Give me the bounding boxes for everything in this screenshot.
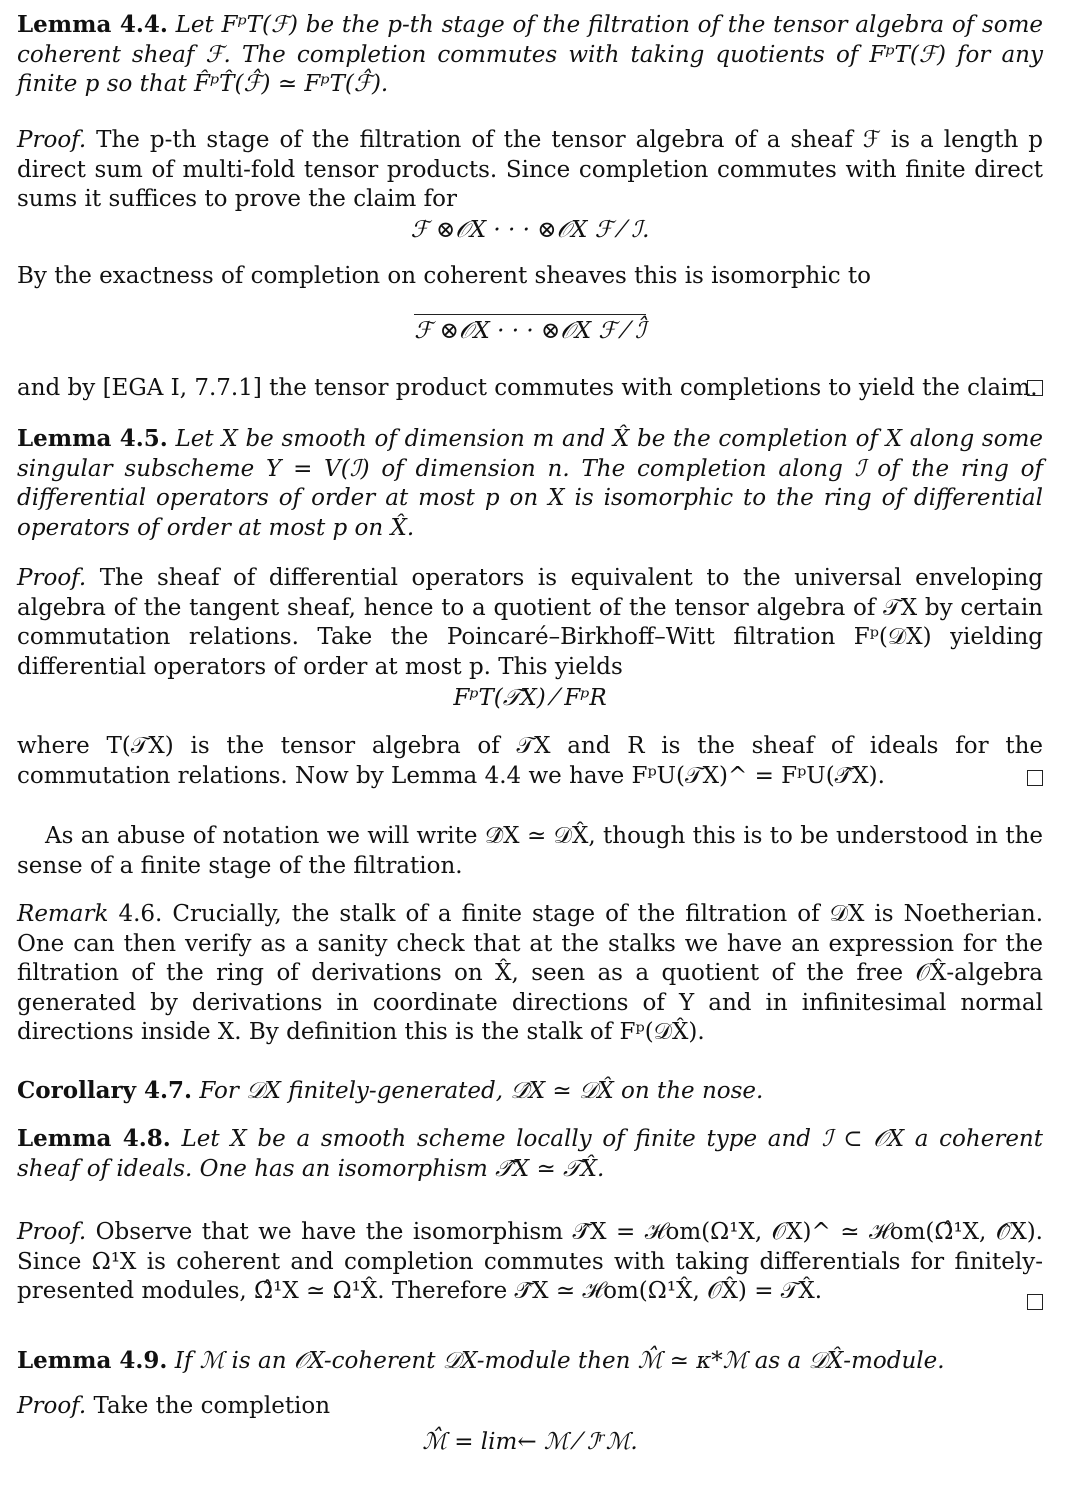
equation-text: FᵖT(𝒯X) ⁄ FᵖR xyxy=(453,685,607,711)
lemma-4-9-proof xyxy=(17,1392,1043,1422)
lemma-4-4-heading: Lemma 4.4. xyxy=(17,11,168,38)
lemma-4-9-statement: If ℳ is an 𝒪X-coherent 𝒟X-module then ℳ̂ ≃ κ*ℳ as a 𝒟X̂-module. xyxy=(174,1348,945,1374)
equation-text: ℱ ⊗𝒪X · · · ⊗𝒪X ℱ ⁄ ℐ̂ xyxy=(414,314,646,347)
proof-label: Proof. xyxy=(17,127,87,153)
lemma-4-5 xyxy=(17,424,1043,543)
equation-text: ℱ ⊗𝒪X · · · ⊗𝒪X ℱ ⁄ ℐ. xyxy=(410,217,650,243)
proof-label: Proof. xyxy=(17,1393,87,1419)
remark-4-6 xyxy=(17,900,1043,1048)
lemma-4-8-statement: Let X be a smooth scheme locally of finite type and ℐ ⊂ 𝒪X a coherent sheaf of ideals. One has an isomorphism 𝒯̂X ≃ 𝒯X̂. xyxy=(17,1126,1043,1182)
corollary-statement: For 𝒟X finitely-generated, 𝒟̂X ≃ 𝒟X̂ on the nose. xyxy=(199,1078,764,1104)
proof-label: Proof. xyxy=(17,565,87,591)
proof-text: By the exactness of completion on coherent sheaves this is isomorphic to xyxy=(17,263,871,289)
qed-box-icon xyxy=(1027,1294,1043,1310)
lemma-4-4-proof-end xyxy=(17,374,1043,404)
lemma-4-5-proof xyxy=(17,564,1043,682)
lemma-4-8 xyxy=(17,1124,1043,1184)
proof-text: Observe that we have the isomorphism 𝒯̂X = ℋom(Ω¹X, 𝒪X)^ ≃ ℋom(Ω̂¹X, 𝒪̂X). Since Ω¹X is coherent and completion commutes with taking differentials for finitely-presented modules, Ω̂¹X ≃ Ω¹X̂. Therefore 𝒯̂X ≃ ℋom(Ω¹X̂, 𝒪X̂) = 𝒯X̂. xyxy=(17,1219,1043,1305)
equation-pbw-quotient xyxy=(17,684,1043,714)
equation-completed-tensor-quotient xyxy=(17,314,1043,347)
notation-text: As an abuse of notation we will write 𝒟̂X ≃ 𝒟X̂, though this is to be understood in the sense of a finite stage of the filtration. xyxy=(17,823,1043,879)
notation-remark xyxy=(17,822,1043,881)
lemma-4-4 xyxy=(17,10,1043,100)
proof-text: and by [EGA I, 7.7.1] the tensor product commutes with completions to yield the claim. xyxy=(17,375,1038,401)
remark-number: 4.6. xyxy=(118,901,163,927)
proof-text: Take the completion xyxy=(93,1393,331,1419)
lemma-4-9-heading: Lemma 4.9. xyxy=(17,1347,168,1374)
lemma-4-4-statement: Let FᵖT(ℱ) be the p-th stage of the filtration of the tensor algebra of some coherent sheaf ℱ. The completion commutes with taking quotients of FᵖT(ℱ) for any finite p so that F̂ᵖT̂(ℱ̂) ≃ FᵖT(ℱ̂). xyxy=(17,12,1044,98)
lemma-4-5-statement: Let X be smooth of dimension m and X̂ be the completion of X along some singular subscheme Y = V(ℐ) of dimension n. The completion along ℐ of the ring of differential operators of order at most p on X is isomorphic to the ring of differential operators of order at most p on X̂. xyxy=(17,426,1043,541)
proof-text: where T(𝒯X) is the tensor algebra of 𝒯X and R is the sheaf of ideals for the commutation relations. Now by Lemma 4.4 we have FᵖU(𝒯X)^ = FᵖU(𝒯̂X). xyxy=(17,733,1043,789)
lemma-4-4-proof xyxy=(17,126,1043,215)
lemma-4-9 xyxy=(17,1346,1043,1377)
qed-box-icon xyxy=(1027,380,1043,396)
equation-completion-limit xyxy=(17,1428,1043,1458)
proof-label: Proof. xyxy=(17,1219,87,1245)
lemma-4-8-heading: Lemma 4.8. xyxy=(17,1125,171,1152)
corollary-4-7 xyxy=(17,1076,1043,1107)
equation-tensor-quotient xyxy=(17,216,1043,246)
proof-text: The sheaf of differential operators is equivalent to the universal enveloping algebra of the tangent sheaf, hence to a quotient of the tensor algebra of 𝒯X by certain commutation relations. Take the Poincaré–Birkhoff–Witt filtration Fᵖ(𝒟X) yielding differential operators of order at most p. This yields xyxy=(17,565,1044,680)
corollary-heading: Corollary 4.7. xyxy=(17,1077,192,1104)
lemma-4-5-proof-cont xyxy=(17,732,1043,791)
remark-text: Crucially, the stalk of a finite stage of the filtration of 𝒟X is Noetherian. One can then verify as a sanity check that at the stalks we have an expression for the filtration of the ring of derivations on X̂, seen as a quotient of the free 𝒪X̂-algebra generated by derivations in coordinate directions of Y and in infinitesimal normal directions inside X. By definition this is the stalk of Fᵖ(𝒟X̂). xyxy=(17,901,1044,1046)
lemma-4-5-heading: Lemma 4.5. xyxy=(17,425,168,452)
lemma-4-8-proof xyxy=(17,1218,1043,1307)
equation-text: ℳ̂ = lim← ℳ ⁄ ℐʳℳ. xyxy=(422,1429,638,1455)
lemma-4-4-proof-cont xyxy=(17,262,1043,292)
qed-box-icon xyxy=(1027,770,1043,786)
remark-label: Remark xyxy=(17,901,109,927)
proof-text: The p-th stage of the filtration of the tensor algebra of a sheaf ℱ is a length p direct sum of multi-fold tensor products. Since completion commutes with finite direct sums it suffices to prove the claim for xyxy=(17,127,1044,213)
